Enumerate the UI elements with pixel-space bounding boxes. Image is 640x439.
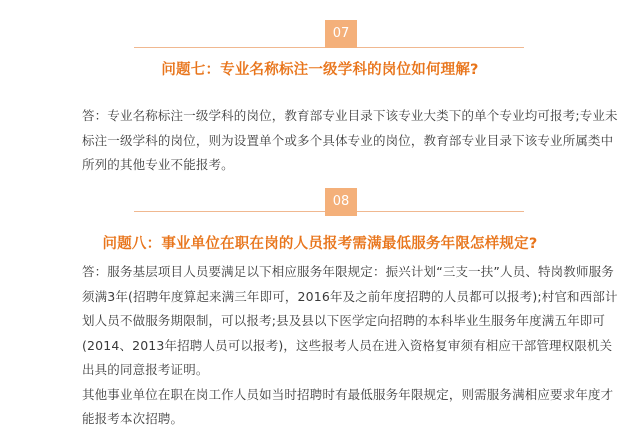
question-title: 问题八：事业单位在职在岗的人员报考需满最低服务年限怎样规定? [102,236,538,252]
section-badge-08 [0,182,640,218]
answer-paragraph: 答：专业名称标注一级学科的岗位，教育部专业目录下该专业大类下的单个专业均可报考;专业未标注一级学科的岗位，则为设置单个或多个具体专业的岗位，教育部专业目录下该专业所属类中所列的其他专业不能报考。 [82,108,618,172]
answer-paragraph: 答：服务基层项目人员要满足以下相应服务年限规定：振兴计划“三支一扶”人员、特岗教师服务须满3年(招聘年度算起来满三年即可，2016年及之前年度招聘的人员都可以报考);村官和西部计划人员不做服务期限制，可以报考;县及县以下医学定向招聘的本科毕业生服务年度满五年即可(2014、2013年招聘人员可以报考)，这些报考人员在进入资格复审须有相应干部管理权限机关出具的同意报考证明。 [82,264,618,377]
section-badge-07 [0,10,640,46]
question-title: 问题七：专业名称标注一级学科的岗位如何理解? [161,62,479,78]
answer-block [82,104,618,178]
badge-number: 08 [325,188,357,216]
answer-paragraph: 其他事业单位在职在岗工作人员如当时招聘时有最低服务年限规定，则需服务满相应要求年度才能报考本次招聘。 [82,386,614,426]
answer-block [82,260,618,432]
badge-number: 07 [325,20,357,48]
